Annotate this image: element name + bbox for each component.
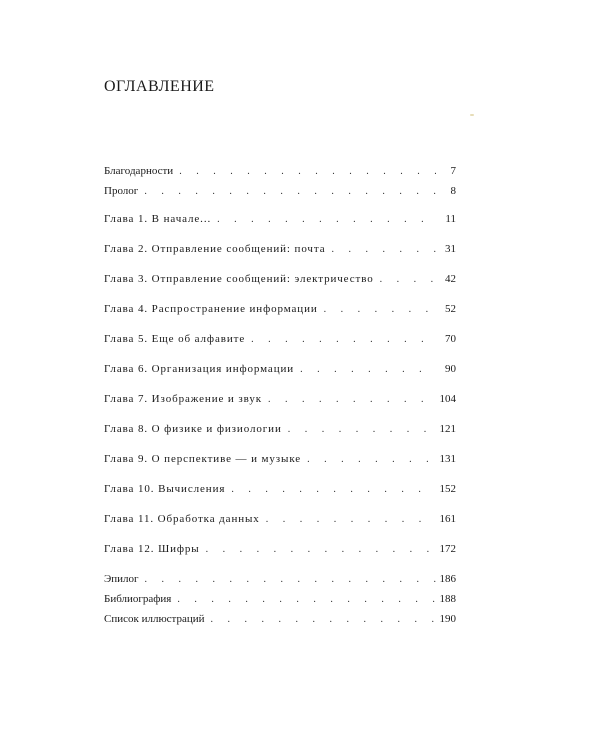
dot-leader (145, 571, 436, 589)
dot-leader (231, 481, 435, 499)
dot-leader (332, 241, 437, 259)
toc-entry (104, 590, 456, 608)
toc-entry (104, 420, 456, 438)
dot-leader (380, 271, 436, 289)
toc-entry-page: 90 (445, 363, 456, 375)
dot-leader (288, 421, 436, 439)
paper-speck (470, 114, 474, 116)
toc-entry-page: 121 (439, 423, 456, 435)
dot-leader (179, 163, 436, 181)
toc-title: ОГЛАВЛЕНИЕ (104, 78, 215, 95)
toc-entry-page: 186 (439, 573, 456, 585)
toc-entry-label: Пролог (104, 185, 139, 197)
dot-leader (268, 391, 436, 409)
toc-entry (104, 540, 456, 558)
toc-entry-label: Глава 4. Распространение информации (104, 303, 318, 315)
toc-entry (104, 240, 456, 258)
toc-entry-page: 131 (439, 453, 456, 465)
toc-entry-page: 42 (445, 273, 456, 285)
toc-entry-label: Библиография (104, 593, 172, 605)
toc-entry (104, 360, 456, 378)
toc-entry-page: 7 (450, 165, 456, 177)
dot-leader (300, 361, 436, 379)
toc-entry (104, 270, 456, 288)
toc-entry (104, 182, 456, 200)
dot-leader (144, 183, 436, 201)
toc-entry (104, 610, 456, 628)
toc-entry (104, 390, 456, 408)
toc-entry-page: 52 (445, 303, 456, 315)
toc-entry (104, 510, 456, 528)
toc-entry (104, 300, 456, 318)
toc-entry-label: Глава 3. Отправление сообщений: электричество (104, 273, 374, 285)
toc-entry-page: 172 (439, 543, 456, 555)
toc-entry-label: Благодарности (104, 165, 174, 177)
dot-leader (211, 611, 436, 629)
toc-entry-page: 190 (439, 613, 456, 625)
toc-entry-page: 161 (439, 513, 456, 525)
toc-entry (104, 480, 456, 498)
dot-leader (177, 591, 435, 609)
toc-entry-page: 8 (450, 185, 456, 197)
dot-leader (206, 541, 436, 559)
toc-entry-page: 152 (439, 483, 456, 495)
toc-entry-page: 188 (439, 593, 456, 605)
toc-entry-label: Глава 6. Организация информации (104, 363, 295, 375)
toc-entry (104, 162, 456, 180)
toc-entry-label: Эпилог (104, 573, 139, 585)
toc-entry-page: 104 (439, 393, 456, 405)
toc-entry (104, 450, 456, 468)
toc-entry-label: Глава 10. Вычисления (104, 483, 226, 495)
toc-entry-label: Список иллюстраций (104, 613, 205, 625)
toc-entry-label: Глава 2. Отправление сообщений: почта (104, 243, 326, 255)
dot-leader (217, 211, 436, 229)
toc-entry-label: Глава 1. В начале... (104, 213, 212, 225)
toc-entry-page: 31 (445, 243, 456, 255)
toc-entry-label: Глава 5. Еще об алфавите (104, 333, 246, 345)
toc-entry-label: Глава 11. Обработка данных (104, 513, 260, 525)
dot-leader (324, 301, 436, 319)
toc-entry-label: Глава 12. Шифры (104, 543, 200, 555)
toc-entry-label: Глава 7. Изображение и звук (104, 393, 262, 405)
toc-entry (104, 330, 456, 348)
dot-leader (266, 511, 436, 529)
toc-entry (104, 210, 456, 228)
dot-leader (251, 331, 436, 349)
toc-entry-page: 11 (445, 213, 456, 225)
toc-entry-label: Глава 8. О физике и физиологии (104, 423, 282, 435)
toc-entry-page: 70 (445, 333, 456, 345)
toc-entry-label: Глава 9. О перспективе — и музыке (104, 453, 302, 465)
dot-leader (307, 451, 435, 469)
toc-entry (104, 570, 456, 588)
